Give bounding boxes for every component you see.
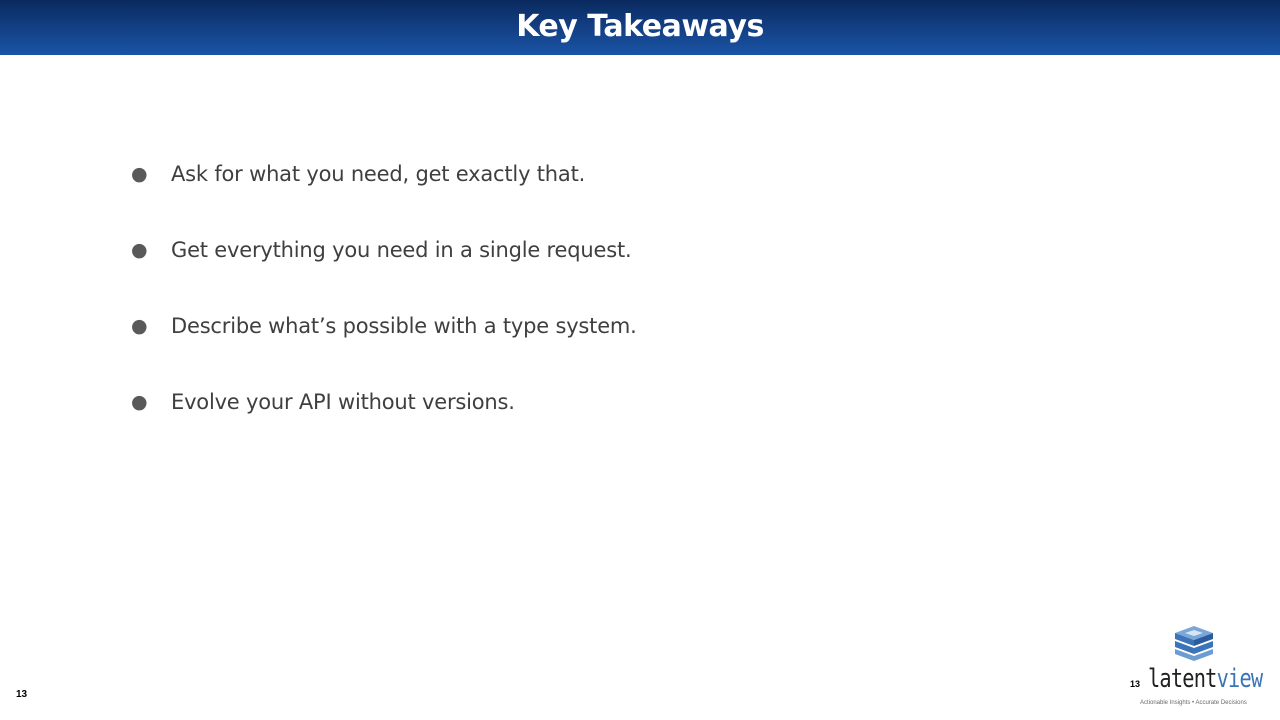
layered-box-logo-icon [1172,624,1216,662]
logo-word-latent: latent [1148,664,1217,694]
bullet-item [131,228,637,272]
bullet-point-icon: ● [131,390,148,413]
bullet-list [131,152,637,456]
bullet-text: Ask for what you need, get exactly that. [171,162,586,186]
bullet-text: Get everything you need in a single request. [171,238,632,262]
bullet-point-icon: ● [131,314,148,337]
logo-word-view: view [1216,664,1263,694]
bullet-item [131,152,637,196]
bullet-text: Evolve your API without versions. [171,390,515,414]
bullet-item [131,380,637,424]
bullet-point-icon: ● [131,238,148,261]
bullet-point-icon: ● [131,162,148,185]
bullet-item [131,304,637,348]
company-logo [1120,624,1270,714]
slide-title: Key Takeaways [516,9,764,44]
logo-wordmark [1148,666,1262,692]
page-number-footer: 13 [1130,679,1141,689]
title-bar [0,0,1280,55]
page-number: 13 [16,689,28,700]
bullet-text: Describe what’s possible with a type system. [171,314,637,338]
logo-tagline: Actionable Insights • Accurate Decisions [1140,700,1247,706]
